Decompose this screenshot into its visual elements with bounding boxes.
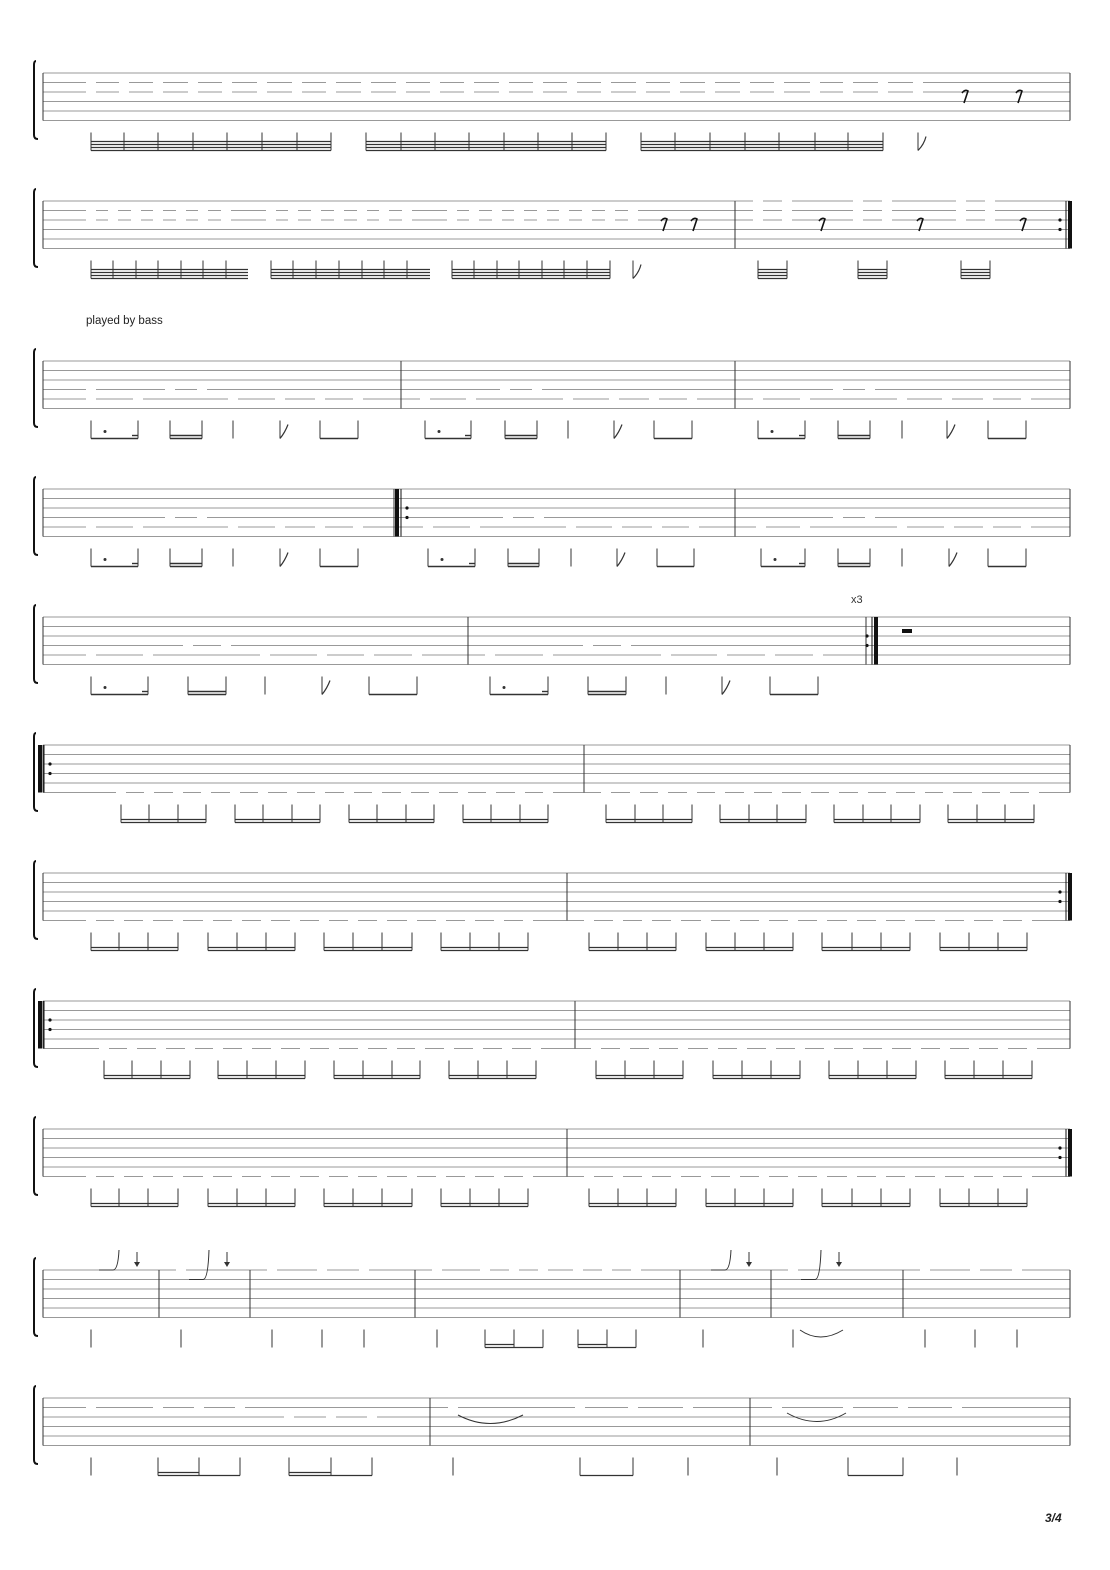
half-rest xyxy=(902,629,912,633)
tab-systems xyxy=(34,61,1070,1476)
system-brace xyxy=(34,861,38,939)
repeat-dot xyxy=(1058,228,1061,231)
tab-system xyxy=(34,1386,1070,1476)
repeat-dot xyxy=(48,762,51,765)
dot xyxy=(104,430,107,433)
tab-system xyxy=(34,61,1070,151)
tie xyxy=(800,1330,843,1337)
repeat-dot xyxy=(1058,890,1061,893)
note-flag xyxy=(322,681,330,695)
repeat-dot xyxy=(405,516,408,519)
page-number: 3/4 xyxy=(1045,1511,1062,1525)
repeat-dot xyxy=(48,772,51,775)
repeat-dot xyxy=(405,506,408,509)
system-brace xyxy=(34,1258,38,1336)
tie xyxy=(458,1415,523,1424)
tab-system xyxy=(34,733,1070,823)
tab-system xyxy=(34,1250,1070,1348)
note-flag xyxy=(614,425,622,439)
repeat-dot xyxy=(1058,1146,1061,1149)
bend-curve xyxy=(711,1250,731,1270)
system-brace xyxy=(34,733,38,811)
system-brace xyxy=(34,61,38,139)
repeat-dot xyxy=(865,634,868,637)
repeat-dot xyxy=(865,644,868,647)
note-flag xyxy=(280,425,288,439)
system-brace xyxy=(34,189,38,267)
note-flag xyxy=(633,265,641,279)
arrow-head xyxy=(836,1262,842,1267)
system-brace xyxy=(34,349,38,427)
repeat-dot xyxy=(48,1018,51,1021)
tab-system xyxy=(34,349,1070,439)
bend-curve xyxy=(99,1250,119,1270)
tab-system xyxy=(34,605,1070,695)
tab-system xyxy=(34,477,1070,567)
system-brace xyxy=(34,477,38,555)
dot xyxy=(441,558,444,561)
system-brace xyxy=(34,1386,38,1464)
bend-curve xyxy=(189,1250,209,1280)
dot xyxy=(104,686,107,689)
repeat-count: x3 xyxy=(851,594,863,606)
dot xyxy=(503,686,506,689)
arrow-head xyxy=(224,1262,230,1267)
note-flag xyxy=(918,137,926,151)
dot xyxy=(104,558,107,561)
arrow-head xyxy=(134,1262,140,1267)
tab-system xyxy=(34,189,1070,279)
tab-system xyxy=(34,1117,1070,1207)
arrow-head xyxy=(746,1262,752,1267)
system-brace xyxy=(34,605,38,683)
system-brace xyxy=(34,989,38,1067)
annotation-played-by-bass: played by bass xyxy=(86,315,163,327)
note-flag xyxy=(949,553,957,567)
note-flag xyxy=(947,425,955,439)
repeat-dot xyxy=(1058,218,1061,221)
note-flag xyxy=(280,553,288,567)
repeat-dot xyxy=(1058,900,1061,903)
dot xyxy=(771,430,774,433)
tab-system xyxy=(34,861,1070,951)
tab-system xyxy=(34,989,1070,1079)
dot xyxy=(438,430,441,433)
bend-curve xyxy=(801,1250,821,1280)
repeat-dot xyxy=(48,1028,51,1031)
note-flag xyxy=(722,681,730,695)
system-brace xyxy=(34,1117,38,1195)
note-flag xyxy=(617,553,625,567)
dot xyxy=(774,558,777,561)
repeat-dot xyxy=(1058,1156,1061,1159)
